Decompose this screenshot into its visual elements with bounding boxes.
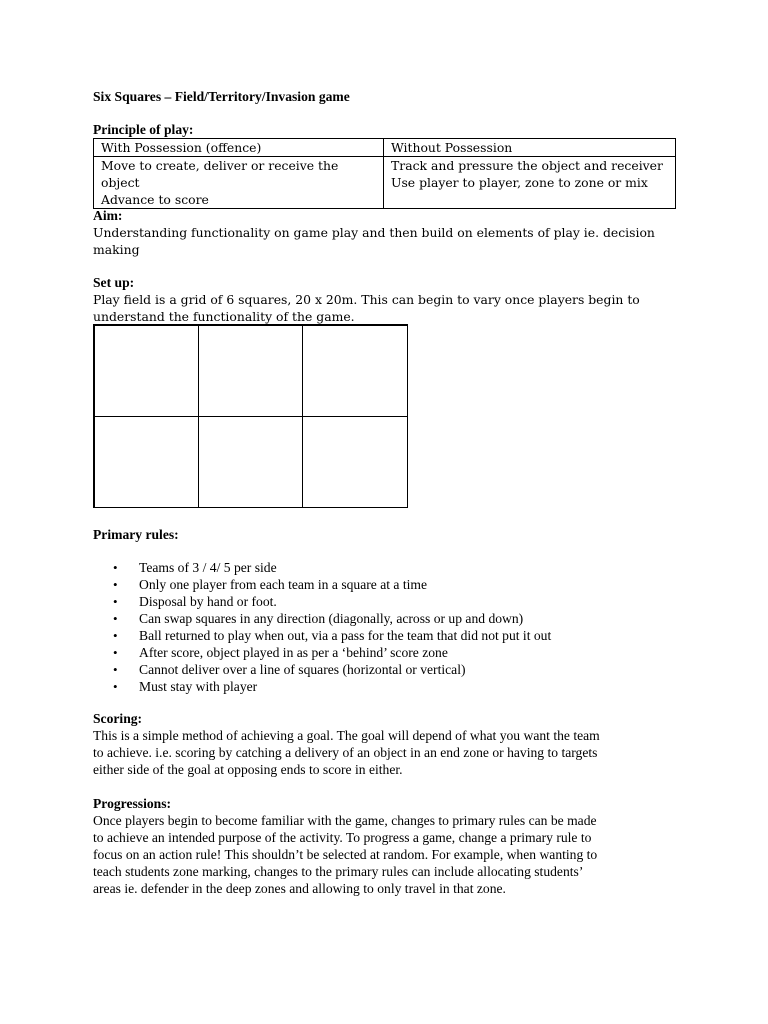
progressions-heading: Progressions: xyxy=(93,796,172,811)
scoring-line: either side of the goal at opposing ends to score in either. xyxy=(93,762,403,777)
scoring-line: This is a simple method of achieving a goal. The goal will depend of what you want the team xyxy=(93,728,600,743)
table-header-cell: Without Possession xyxy=(384,139,676,157)
cell-line: Advance to score xyxy=(101,192,209,207)
list-item xyxy=(93,678,693,695)
setup-heading: Set up: xyxy=(93,275,135,290)
bullet-icon: • xyxy=(113,611,118,626)
list-item-text: Cannot deliver over a line of squares (horizontal or vertical) xyxy=(139,662,466,677)
list-item-text: Only one player from each team in a square at a time xyxy=(139,577,427,592)
cell-line: Use player to player, zone to zone or mix xyxy=(391,175,648,190)
table-cell xyxy=(384,157,676,209)
progressions-line: focus on an action rule! This shouldn’t be selected at random. For example, when wanting to xyxy=(93,847,598,862)
aim-line: making xyxy=(93,242,140,257)
cell-line: Track and pressure the object and receiver xyxy=(391,158,663,173)
progressions-line: areas ie. defender in the deep zones and allowing to only travel in that zone. xyxy=(93,881,506,896)
bullet-icon: • xyxy=(113,628,118,643)
primary-rules-list xyxy=(93,559,693,695)
list-item-text: Can swap squares in any direction (diagonally, across or up and down) xyxy=(139,611,524,626)
list-item-text: Teams of 3 / 4/ 5 per side xyxy=(139,560,277,575)
document-title: Six Squares – Field/Territory/Invasion game xyxy=(93,89,350,104)
list-item-text: Must stay with player xyxy=(139,679,258,694)
setup-line: Play field is a grid of 6 squares, 20 x 20m. This can begin to vary once players begin to xyxy=(93,292,640,307)
list-item xyxy=(93,644,693,661)
progressions-line: teach students zone marking, changes to the primary rules can include allocating students’ xyxy=(93,864,584,879)
scoring-line: to achieve. i.e. scoring by catching a delivery of an object in an end zone or having to targets xyxy=(93,745,598,760)
setup-text xyxy=(93,291,683,325)
aim-heading: Aim: xyxy=(93,208,123,223)
field-square xyxy=(94,416,199,508)
field-square xyxy=(302,416,407,508)
field-square xyxy=(302,325,407,417)
principle-heading: Principle of play: xyxy=(93,122,194,137)
progressions-text xyxy=(93,812,683,897)
cell-line: Move to create, deliver or receive the object xyxy=(101,158,339,190)
principle-table xyxy=(93,138,676,209)
bullet-icon: • xyxy=(113,662,118,677)
table-row xyxy=(94,157,676,209)
primary-rules-heading: Primary rules: xyxy=(93,527,179,542)
field-square xyxy=(198,325,303,417)
six-square-field-diagram xyxy=(93,324,408,508)
list-item xyxy=(93,610,693,627)
list-item xyxy=(93,576,693,593)
list-item-text: Disposal by hand or foot. xyxy=(139,594,277,609)
table-header-cell: With Possession (offence) xyxy=(94,139,384,157)
bullet-icon: • xyxy=(113,560,118,575)
scoring-text xyxy=(93,727,683,778)
field-square xyxy=(94,325,199,417)
bullet-icon: • xyxy=(113,577,118,592)
bullet-icon: • xyxy=(113,679,118,694)
table-header-row xyxy=(94,139,676,157)
list-item xyxy=(93,661,693,678)
setup-line: understand the functionality of the game. xyxy=(93,309,355,324)
field-square xyxy=(198,416,303,508)
list-item-text: After score, object played in as per a ‘behind’ score zone xyxy=(139,645,448,660)
bullet-icon: • xyxy=(113,645,118,660)
scoring-heading: Scoring: xyxy=(93,711,143,726)
progressions-line: to achieve an intended purpose of the activity. To progress a game, change a primary rule to xyxy=(93,830,592,845)
list-item xyxy=(93,559,693,576)
list-item xyxy=(93,593,693,610)
list-item-text: Ball returned to play when out, via a pass for the team that did not put it out xyxy=(139,628,552,643)
list-item xyxy=(93,627,693,644)
table-cell xyxy=(94,157,384,209)
bullet-icon: • xyxy=(113,594,118,609)
progressions-line: Once players begin to become familiar with the game, changes to primary rules can be made xyxy=(93,813,597,828)
aim-text xyxy=(93,224,683,258)
aim-line: Understanding functionality on game play and then build on elements of play ie. decision xyxy=(93,225,655,240)
